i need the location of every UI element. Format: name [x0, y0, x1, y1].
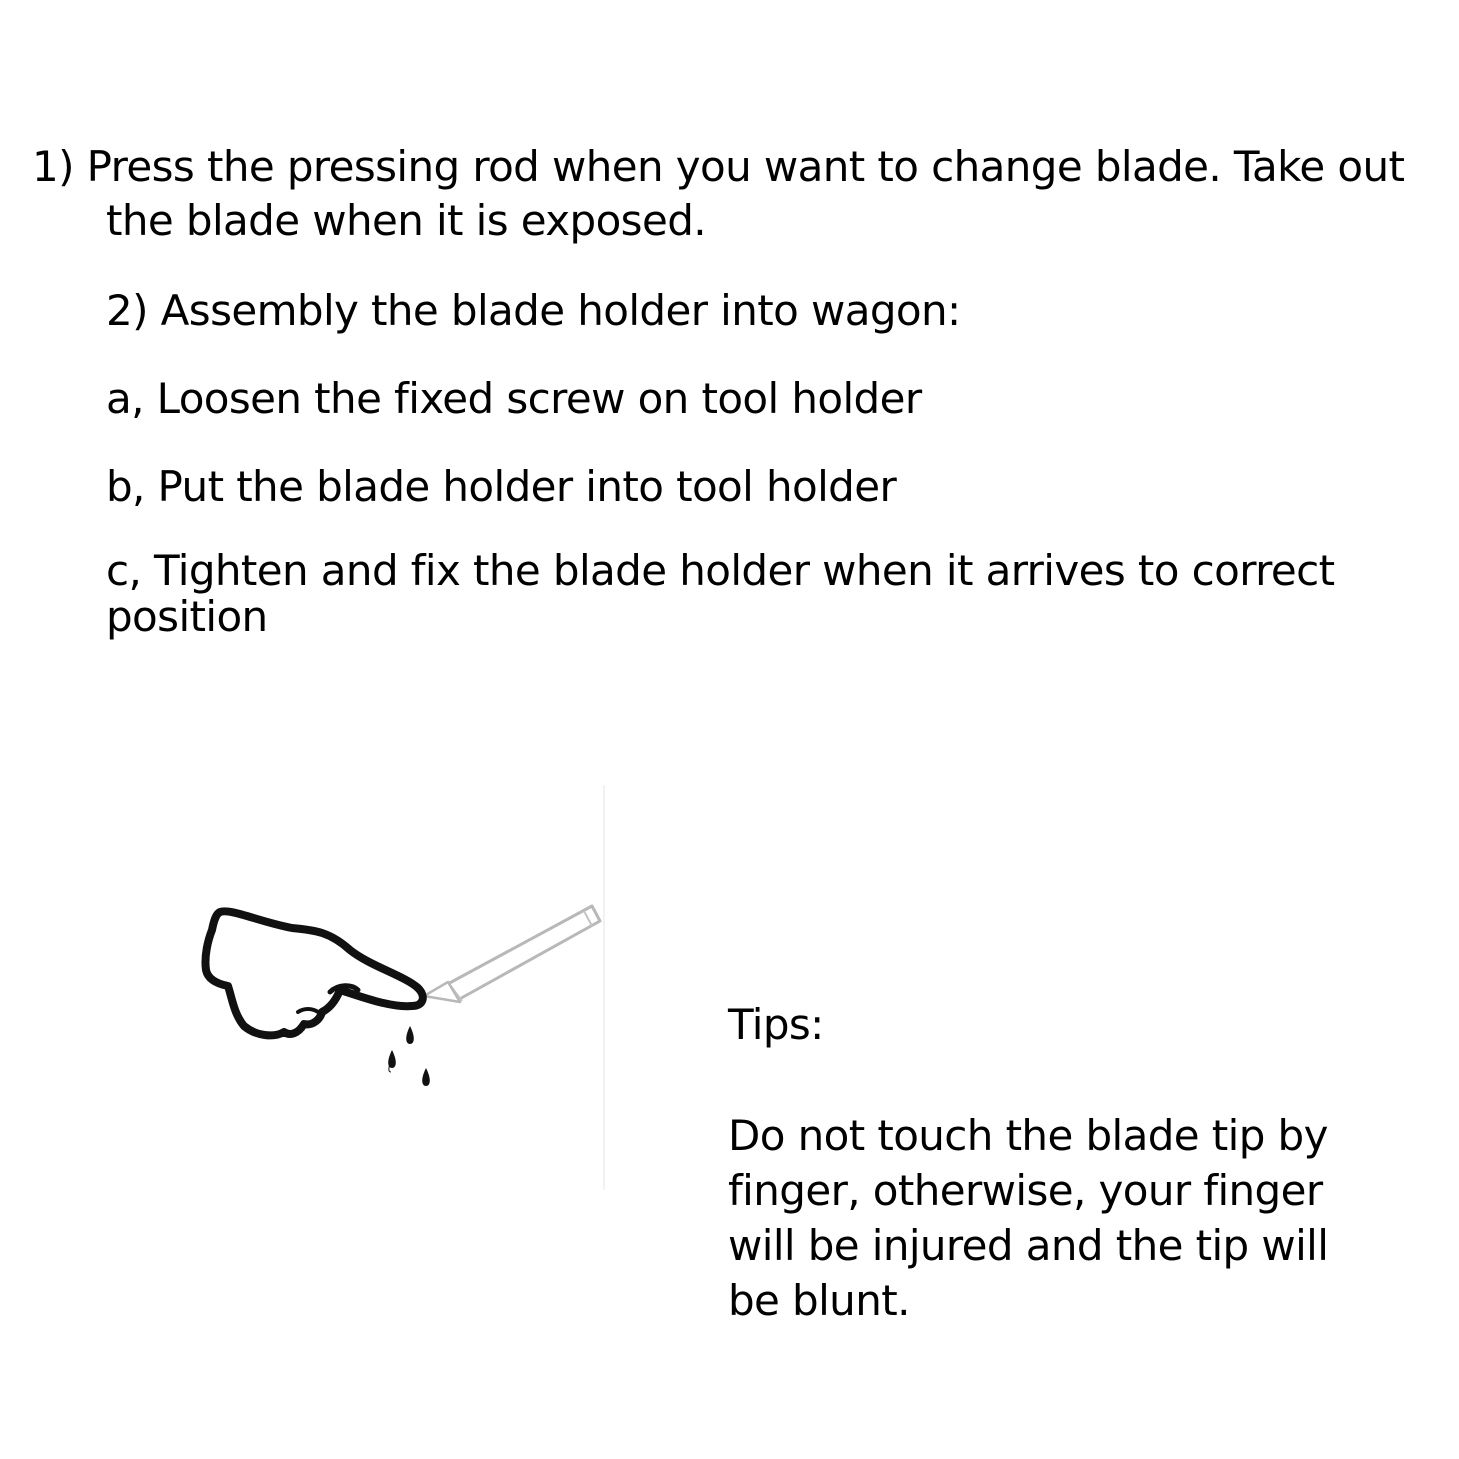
step-b-text: b, Put the blade holder into tool holder — [106, 462, 897, 511]
step-1-text — [32, 140, 1432, 248]
step-1-line-1: 1) Press the pressing rod when you want to change blade. Take out — [32, 142, 1405, 191]
step-1-line-2: the blade when it is exposed. — [106, 196, 707, 245]
step-a-text: a, Loosen the fixed screw on tool holder — [106, 374, 922, 423]
tips-body: Do not touch the blade tip by finger, otherwise, your finger will be injured and the tip will be blunt. — [728, 1111, 1329, 1325]
finger-touching-blade-icon — [180, 780, 610, 1200]
tips-title: Tips: — [728, 1000, 824, 1049]
step-c-text: c, Tighten and fix the blade holder when it arrives to correct position — [106, 546, 1335, 641]
step-2-text: 2) Assembly the blade holder into wagon: — [106, 286, 961, 335]
